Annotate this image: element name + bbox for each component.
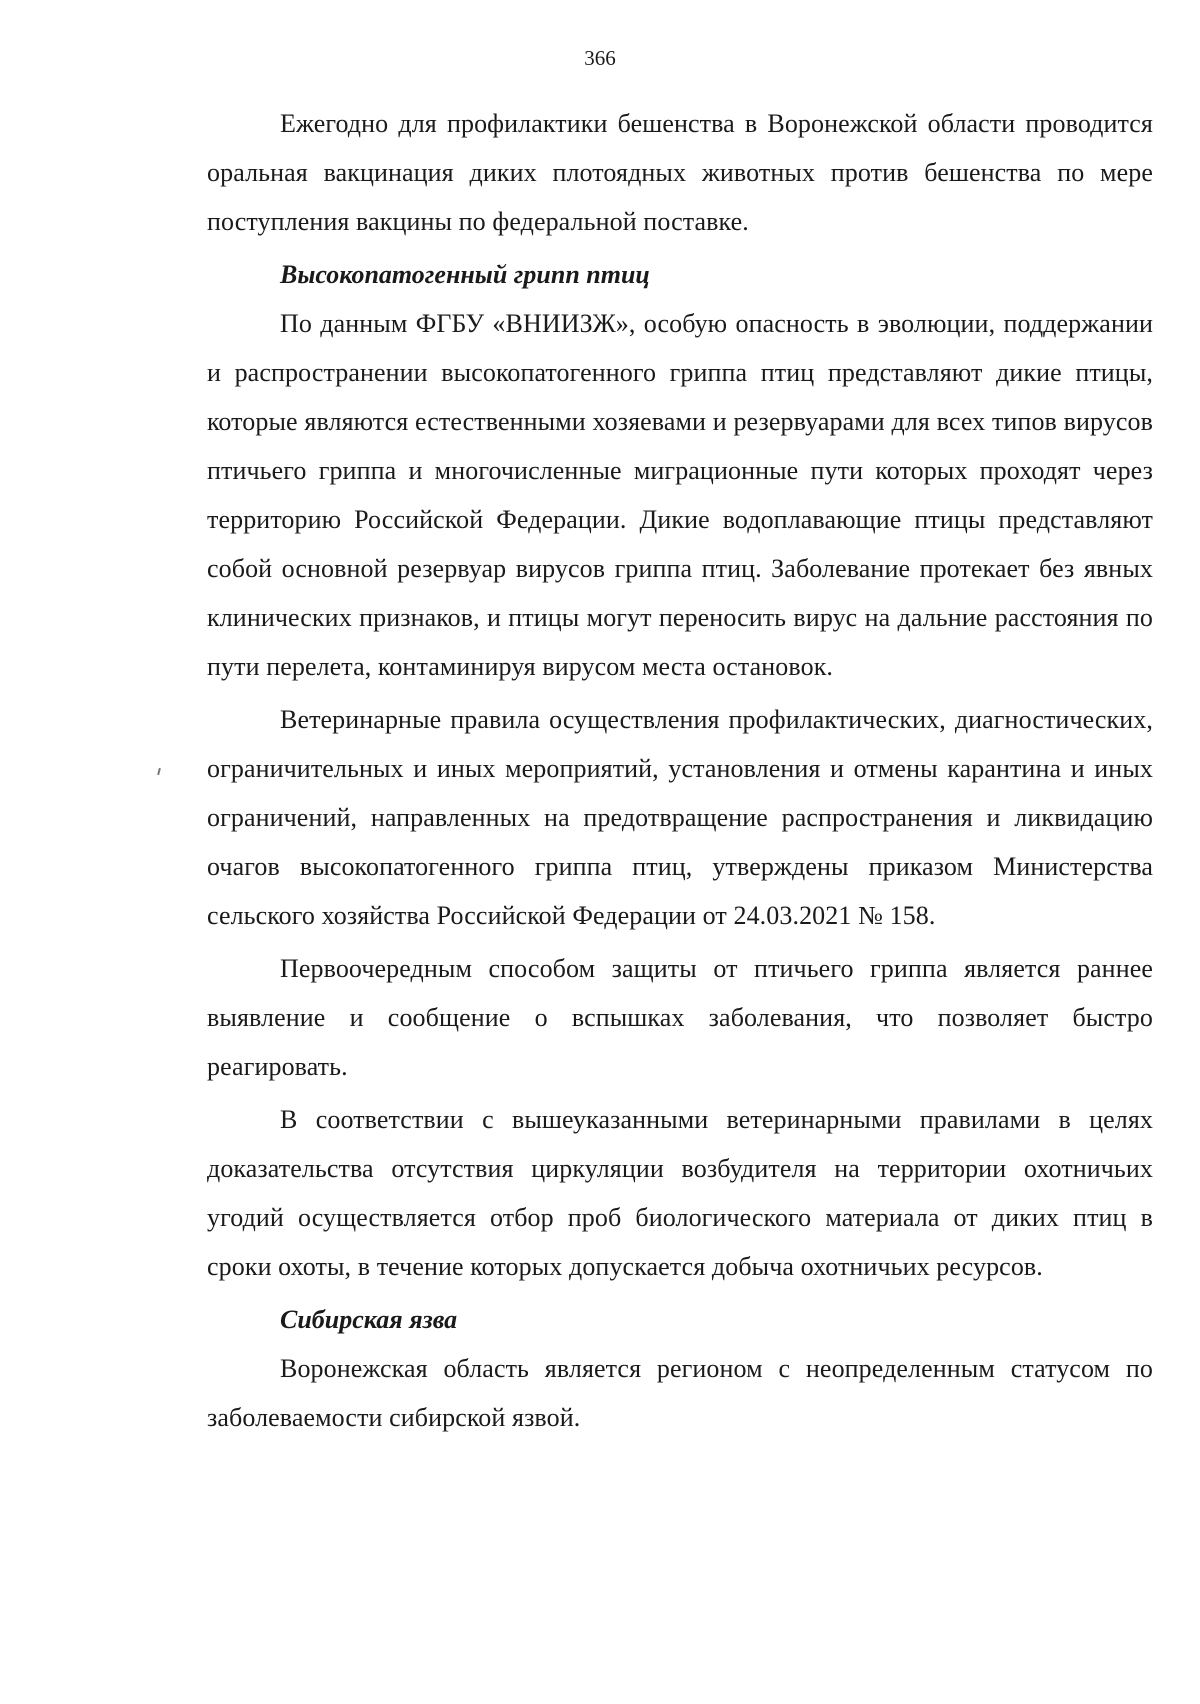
page-body	[207, 99, 1153, 1446]
paragraph-anthrax-status: Воронежская область является регионом с неопределенным статусом по заболеваемости сибирской язвой.	[207, 1354, 1153, 1432]
heading-avian-influenza: Высокопатогенный грипп птиц	[280, 260, 650, 289]
heading-anthrax: Сибирская язва	[280, 1305, 458, 1334]
paragraph-wild-birds-reservoir: По данным ФГБУ «ВНИИЗЖ», особую опасность в эволюции, поддержании и распространении высокопатогенного гриппа птиц представляют дикие птицы, которые являются естественными хозяевами и резервуарами для всех типов вирусов птичьего гриппа и многочисленные миграционные пути которых проходят через территорию Российской Федерации. Дикие водоплавающие птицы представляют собой основной резервуар вирусов гриппа птиц. Заболевание протекает без явных клинических признаков, и птицы могут переносить вирус на дальние расстояния по пути перелета, контаминируя вирусом места остановок.	[207, 309, 1153, 681]
paragraph-sampling: В соответствии с вышеуказанными ветеринарными правилами в целях доказательства отсутствия циркуляции возбудителя на территории охотничьих угодий осуществляется отбор проб биологического материала от диких птиц в сроки охоты, в течение которых допускается добыча охотничьих ресурсов.	[207, 1105, 1153, 1281]
scan-speck	[157, 768, 161, 775]
paragraph-veterinary-rules: Ветеринарные правила осуществления профилактических, диагностических, ограничительных и иных мероприятий, установления и отмены карантина и иных ограничений, направленных на предотвращение распространения и ликвидацию очагов высокопатогенного гриппа птиц, утверждены приказом Министерства сельского хозяйства Российской Федерации от 24.03.2021 № 158.	[207, 705, 1153, 930]
paragraph-early-detection: Первоочередным способом защиты от птичьего гриппа является раннее выявление и сообщение о вспышках заболевания, что позволяет быстро реагировать.	[207, 954, 1153, 1081]
paragraph-rabies-vaccination: Ежегодно для профилактики бешенства в Воронежской области проводится оральная вакцинация диких плотоядных животных против бешенства по мере поступления вакцины по федеральной поставке.	[207, 109, 1153, 236]
page-number: 366	[584, 46, 616, 70]
